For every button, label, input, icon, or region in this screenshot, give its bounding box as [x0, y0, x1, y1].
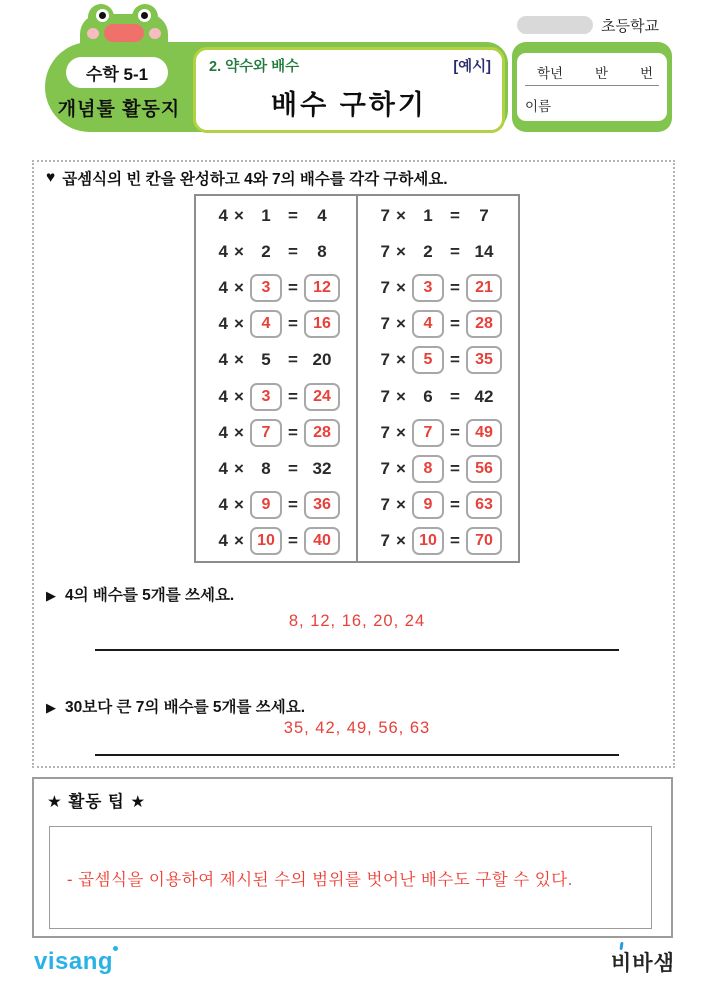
factor: 4 [218, 386, 228, 406]
times-sign: × [234, 314, 244, 334]
times-sign: × [396, 314, 406, 334]
equation-row [212, 382, 340, 412]
answer-line [95, 649, 619, 651]
multiplication-table [194, 194, 520, 563]
school-label: 초등학교 [601, 18, 659, 35]
equation-row [212, 418, 340, 448]
equation-row [374, 309, 502, 339]
product: 7 [479, 206, 489, 226]
factor: 4 [218, 242, 228, 262]
table-column-sevens [356, 196, 518, 561]
equation-row [374, 382, 502, 412]
subject-badge: 수학 5-1 [66, 57, 168, 88]
product: 4 [317, 206, 327, 226]
equals-sign: = [450, 494, 460, 514]
equation-row [374, 273, 502, 303]
instruction-text: 곱셈식의 빈 칸을 완성하고 4와 7의 배수를 각각 구하세요. [62, 171, 448, 188]
equation-row [212, 345, 340, 375]
grade-class-underline [525, 85, 659, 86]
times-sign: × [396, 206, 406, 226]
activity-tip-box [32, 777, 673, 938]
multiplier-answer-box: 5 [412, 346, 444, 374]
factor: 4 [218, 494, 228, 514]
equals-sign: = [450, 278, 460, 298]
student-info-inner [517, 53, 667, 121]
times-sign: × [234, 422, 244, 442]
times-sign: × [234, 350, 244, 370]
multiplier-answer-box: 10 [412, 527, 444, 555]
factor: 7 [380, 314, 390, 334]
heart-icon: ♥ [46, 169, 56, 186]
product-answer-box: 36 [304, 491, 340, 519]
number-label: 번 [639, 66, 653, 81]
equation-row [212, 454, 340, 484]
equation-row [374, 526, 502, 556]
title-box [193, 47, 505, 133]
times-sign: × [234, 278, 244, 298]
vivasam-logo-text: 비바샘 [611, 952, 675, 975]
equation-row [374, 418, 502, 448]
question-text: 30보다 큰 7의 배수를 5개를 쓰세요. [65, 699, 305, 716]
answer-line [95, 754, 619, 756]
multiplier-answer-box: 3 [250, 274, 282, 302]
multiplier-answer-box: 8 [412, 455, 444, 483]
question-prompt [46, 695, 305, 717]
factor: 7 [380, 494, 390, 514]
equals-sign: = [288, 386, 298, 406]
product-answer-box: 40 [304, 527, 340, 555]
frog-mouth-icon [104, 24, 144, 42]
equals-sign: = [288, 314, 298, 334]
equals-sign: = [450, 242, 460, 262]
factor: 7 [380, 242, 390, 262]
triangle-bullet-icon: ▶ [46, 588, 56, 603]
multiplier: 2 [423, 242, 433, 262]
product: 14 [474, 242, 494, 262]
equals-sign: = [450, 458, 460, 478]
class-label: 반 [595, 66, 609, 81]
times-sign: × [396, 494, 406, 514]
equals-sign: = [288, 422, 298, 442]
frog-cheek-icon [87, 28, 99, 39]
frog-pupil-icon [141, 12, 148, 19]
equation-row [374, 490, 502, 520]
multiplier: 8 [261, 458, 271, 478]
equation-row [374, 345, 502, 375]
multiplier-answer-box: 10 [250, 527, 282, 555]
question-prompt [46, 583, 234, 605]
multiplier-answer-box: 9 [250, 491, 282, 519]
equals-sign: = [450, 422, 460, 442]
visang-logo-text: visang [34, 948, 114, 975]
instruction [46, 167, 448, 189]
product: 32 [312, 458, 332, 478]
factor: 4 [218, 422, 228, 442]
product: 8 [317, 242, 327, 262]
factor: 7 [380, 350, 390, 370]
equals-sign: = [450, 314, 460, 334]
multiplier-answer-box: 7 [250, 419, 282, 447]
times-sign: × [396, 458, 406, 478]
student-info-box [512, 42, 672, 132]
visang-logo [34, 948, 113, 976]
product: 20 [312, 350, 332, 370]
page-title: 배수 구하기 [271, 90, 427, 120]
equation-row [212, 201, 340, 231]
product-answer-box: 12 [304, 274, 340, 302]
example-tag: [예시] [453, 59, 491, 75]
factor: 4 [218, 314, 228, 334]
multiplier: 1 [423, 206, 433, 226]
equation-row [374, 454, 502, 484]
frog-cheek-icon [149, 28, 161, 39]
times-sign: × [234, 530, 244, 550]
answer-text: 35, 42, 49, 56, 63 [283, 719, 431, 737]
grade-label: 학년 [537, 66, 564, 81]
factor: 7 [380, 206, 390, 226]
equals-sign: = [450, 350, 460, 370]
product-answer-box: 56 [466, 455, 502, 483]
factor: 7 [380, 278, 390, 298]
tip-heading: ★ 활동 팁 ★ [47, 793, 147, 811]
product-answer-box: 70 [466, 527, 502, 555]
times-sign: × [234, 242, 244, 262]
school-name-blank-pill [517, 16, 593, 34]
times-sign: × [234, 206, 244, 226]
equals-sign: = [450, 206, 460, 226]
product-answer-box: 63 [466, 491, 502, 519]
equals-sign: = [288, 458, 298, 478]
times-sign: × [396, 242, 406, 262]
factor: 4 [218, 530, 228, 550]
multiplier-answer-box: 9 [412, 491, 444, 519]
equals-sign: = [288, 530, 298, 550]
multiplier-answer-box: 4 [412, 310, 444, 338]
equation-row [212, 237, 340, 267]
equation-row [374, 237, 502, 267]
tip-inner-box [49, 826, 652, 929]
factor: 4 [218, 458, 228, 478]
product-answer-box: 21 [466, 274, 502, 302]
times-sign: × [234, 386, 244, 406]
tip-content: - 곱셈식을 이용하여 제시된 수의 범위를 벗어난 배수도 구할 수 있다. [67, 870, 573, 889]
multiplier-answer-box: 7 [412, 419, 444, 447]
product: 42 [474, 386, 494, 406]
multiplier-answer-box: 3 [412, 274, 444, 302]
question-text: 4의 배수를 5개를 쓰세요. [65, 587, 235, 604]
factor: 4 [218, 206, 228, 226]
equals-sign: = [450, 386, 460, 406]
factor: 4 [218, 350, 228, 370]
equation-row [212, 490, 340, 520]
frog-pupil-icon [99, 12, 106, 19]
triangle-bullet-icon: ▶ [46, 700, 56, 715]
vivasam-logo [611, 947, 675, 977]
multiplier: 1 [261, 206, 271, 226]
factor: 7 [380, 386, 390, 406]
times-sign: × [234, 494, 244, 514]
factor: 7 [380, 422, 390, 442]
product-answer-box: 28 [466, 310, 502, 338]
multiplier-answer-box: 4 [250, 310, 282, 338]
equals-sign: = [288, 350, 298, 370]
equals-sign: = [288, 494, 298, 514]
visang-logo-dot-icon [113, 946, 118, 951]
times-sign: × [396, 530, 406, 550]
unit-label: 2. 약수와 배수 [209, 59, 300, 75]
equation-row [212, 526, 340, 556]
table-column-fours [196, 196, 356, 561]
factor: 4 [218, 278, 228, 298]
product-answer-box: 49 [466, 419, 502, 447]
times-sign: × [396, 350, 406, 370]
equation-row [212, 273, 340, 303]
answer-text: 8, 12, 16, 20, 24 [288, 612, 426, 630]
equals-sign: = [288, 206, 298, 226]
multiplier: 6 [423, 386, 433, 406]
series-label: 개념툴 활동지 [57, 99, 181, 120]
name-label: 이름 [525, 99, 552, 114]
times-sign: × [234, 458, 244, 478]
equation-row [374, 201, 502, 231]
factor: 7 [380, 530, 390, 550]
equation-row [212, 309, 340, 339]
vivasam-logo-accent-icon [619, 942, 623, 950]
factor: 7 [380, 458, 390, 478]
multiplier: 2 [261, 242, 271, 262]
equals-sign: = [450, 530, 460, 550]
times-sign: × [396, 278, 406, 298]
product-answer-box: 24 [304, 383, 340, 411]
worksheet-main-box [32, 160, 675, 768]
multiplier-answer-box: 3 [250, 383, 282, 411]
product-answer-box: 16 [304, 310, 340, 338]
product-answer-box: 35 [466, 346, 502, 374]
multiplier: 5 [261, 350, 271, 370]
product-answer-box: 28 [304, 419, 340, 447]
times-sign: × [396, 386, 406, 406]
equals-sign: = [288, 242, 298, 262]
equals-sign: = [288, 278, 298, 298]
times-sign: × [396, 422, 406, 442]
